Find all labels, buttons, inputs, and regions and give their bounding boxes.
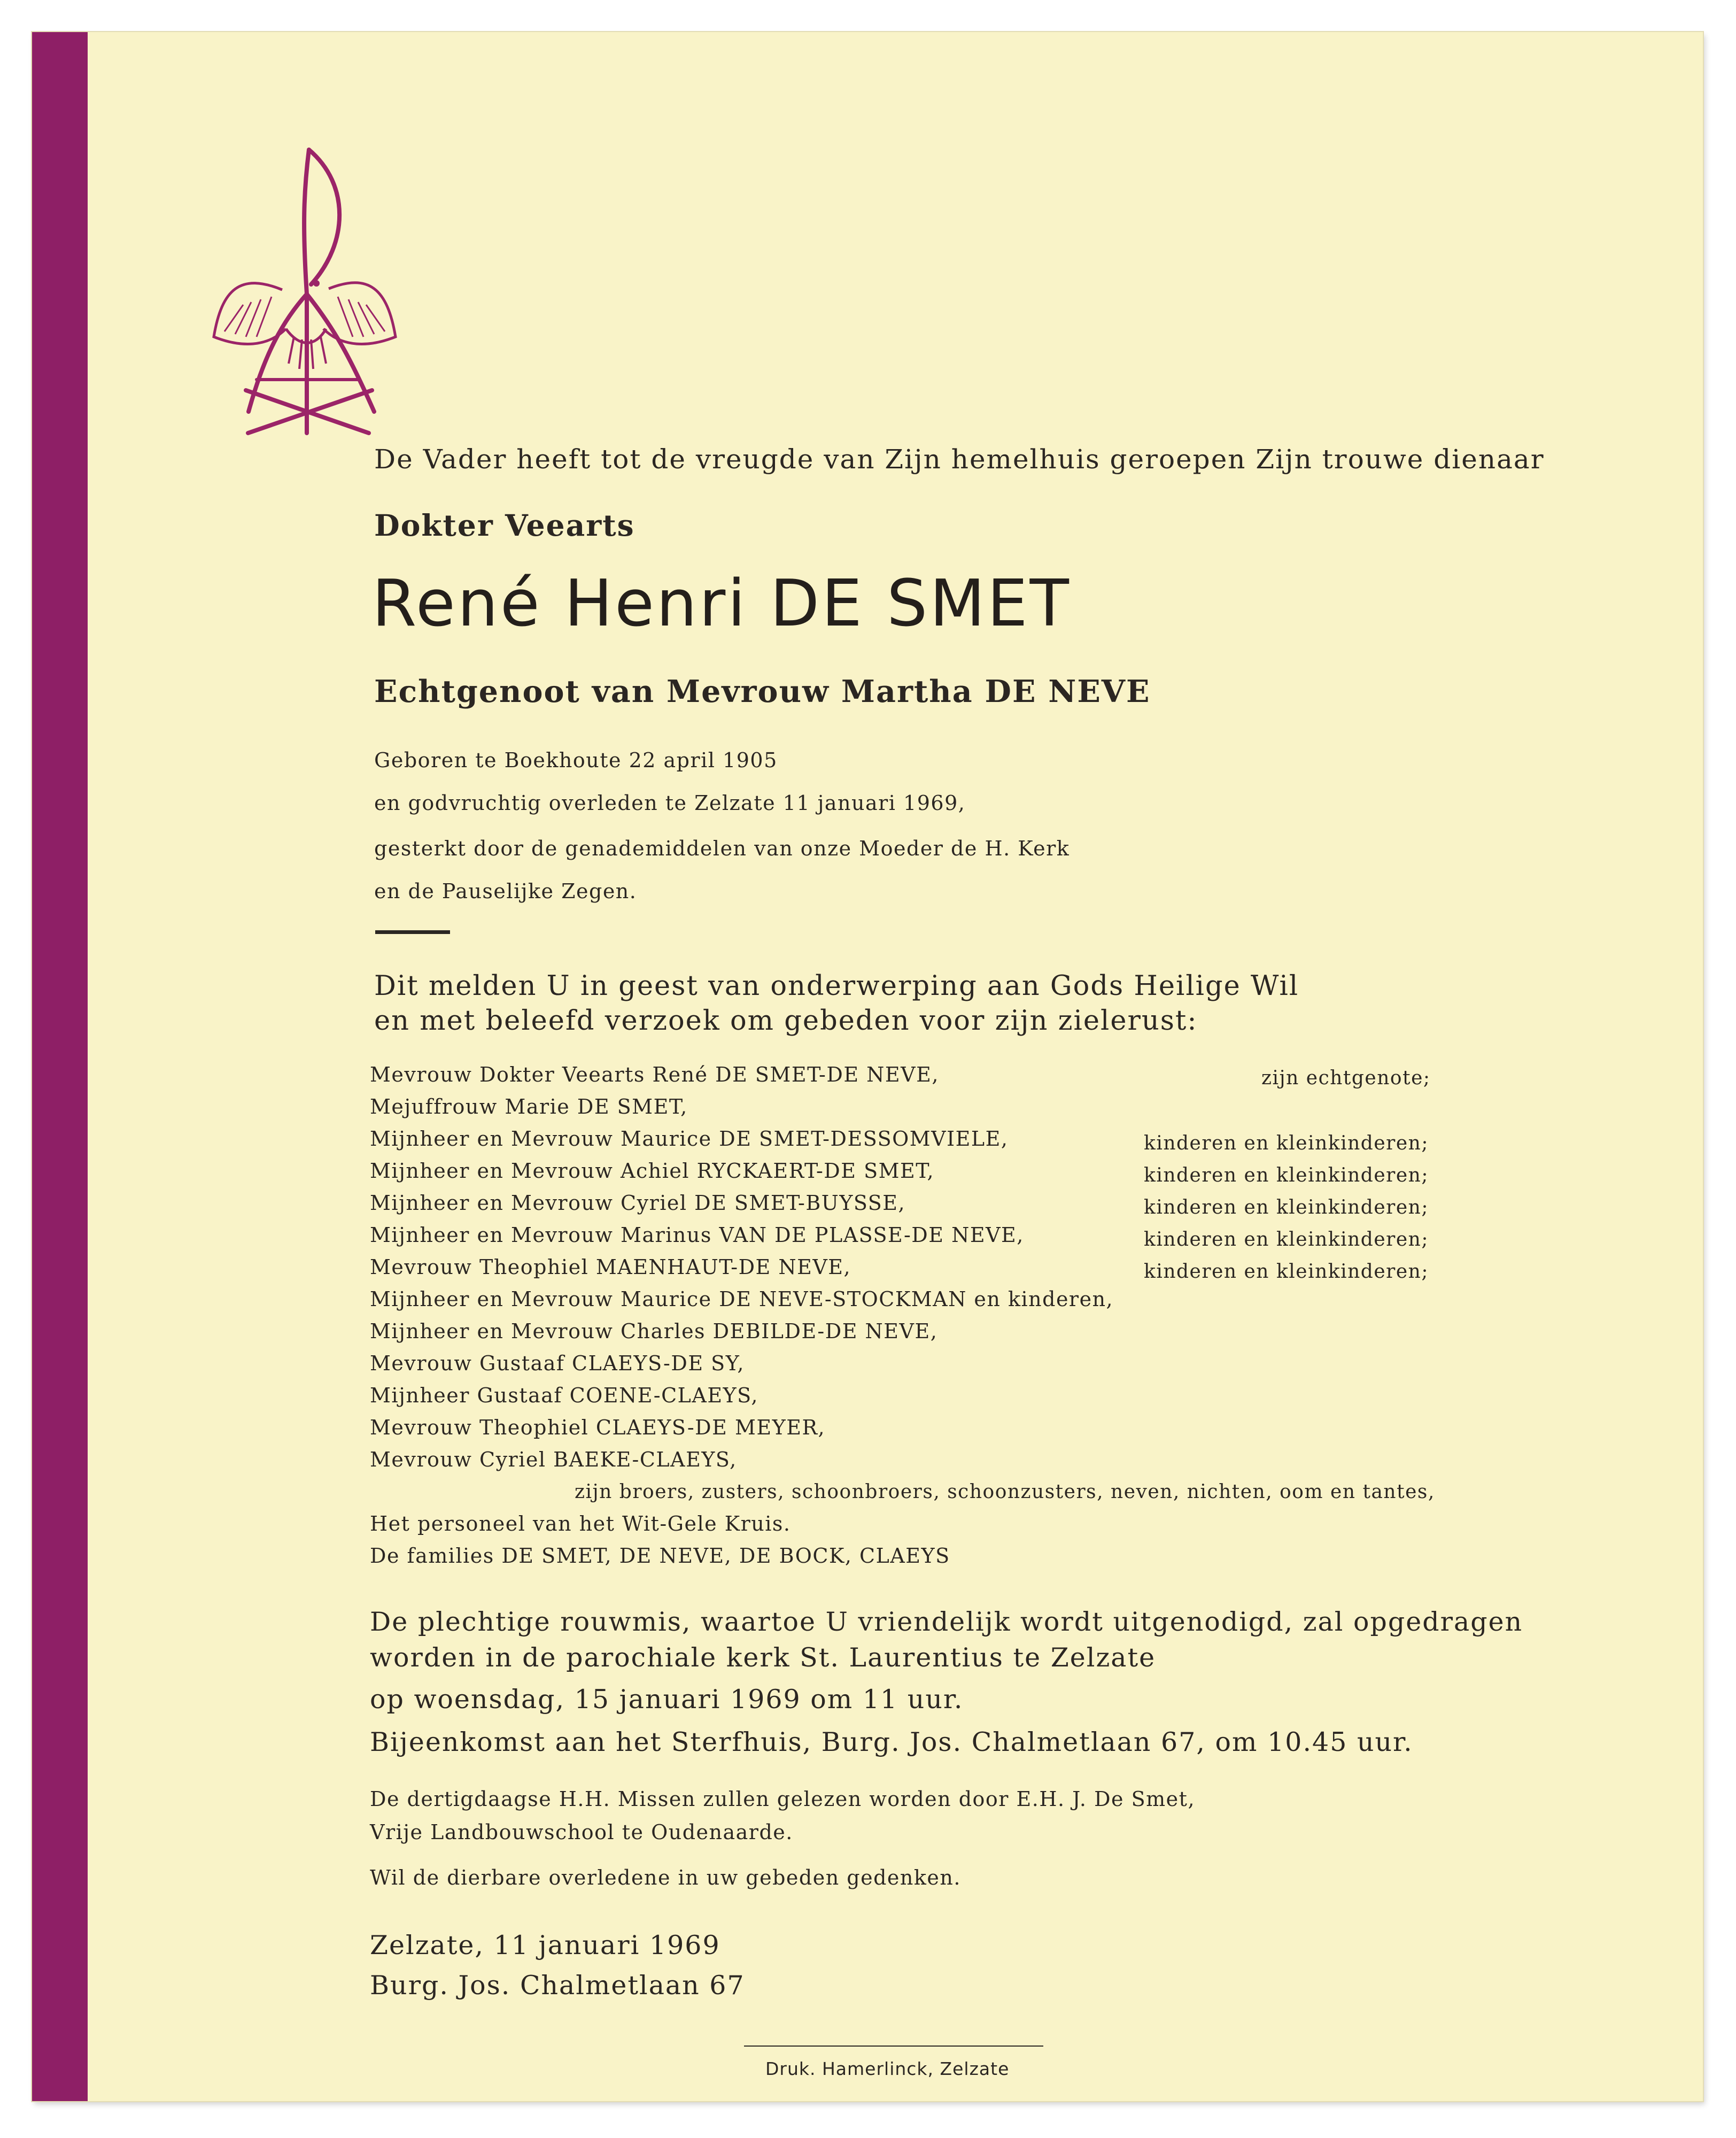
mass-line: De plechtige rouwmis, waartoe U vriendelijk wordt uitgenodigd, zal opgedragen bbox=[370, 1607, 1523, 1637]
printer-credit: Druk. Hamerlinck, Zelzate bbox=[765, 2058, 1010, 2079]
mourner-name: Mijnheer en Mevrouw Maurice DE NEVE-STOCKMAN en kinderen, bbox=[370, 1287, 1114, 1311]
address-line: Burg. Jos. Chalmetlaan 67 bbox=[370, 1970, 745, 2001]
mourner-name: Mevrouw Gustaaf CLAEYS-DE SY, bbox=[370, 1352, 745, 1375]
place-date-line: Zelzate, 11 januari 1969 bbox=[370, 1930, 720, 1961]
announcement-line: en met beleefd verzoek om gebeden voor zijn zielerust: bbox=[374, 1005, 1198, 1037]
mourner-name: Mijnheer en Mevrouw Achiel RYCKAERT-DE SMET, bbox=[370, 1159, 935, 1183]
masses-note: Vrije Landbouwschool te Oudenaarde. bbox=[370, 1820, 793, 1844]
mourner-relation: zijn echtgenote; bbox=[1261, 1067, 1431, 1089]
mourner-name: Mijnheer en Mevrouw Charles DEBILDE-DE NEVE, bbox=[370, 1319, 938, 1343]
intro-text: De Vader heeft tot de vreugde van Zijn hemelhuis geroepen Zijn trouwe dienaar bbox=[374, 444, 1545, 475]
mourner-relation: kinderen en kleinkinderen; bbox=[1144, 1229, 1429, 1251]
purple-mourning-band bbox=[32, 32, 88, 2101]
mourner-name: Mevrouw Theophiel CLAEYS-DE MEYER, bbox=[370, 1416, 826, 1439]
mourner-relation: kinderen en kleinkinderen; bbox=[1144, 1132, 1429, 1154]
mourner-name: Mevrouw Theophiel MAENHAUT-DE NEVE, bbox=[370, 1255, 851, 1279]
families-line: De families DE SMET, DE NEVE, DE BOCK, CLAEYS bbox=[370, 1544, 950, 1568]
divider bbox=[375, 930, 450, 934]
announcement-line: Dit melden U in geest van onderwerping aan Gods Heilige Wil bbox=[374, 970, 1299, 1002]
extended-family-line: zijn broers, zusters, schoonbroers, schoonzusters, neven, nichten, oom en tantes, bbox=[575, 1481, 1435, 1503]
mourner-name: Mevrouw Dokter Veearts René DE SMET-DE NEVE, bbox=[370, 1063, 939, 1086]
mourner-name: Mijnheer en Mevrouw Marinus VAN DE PLASSE-DE NEVE, bbox=[370, 1223, 1024, 1247]
deceased-title: Dokter Veearts bbox=[374, 508, 635, 543]
birth-line: en de Pauselijke Zegen. bbox=[374, 879, 637, 903]
mass-line: worden in de parochiale kerk St. Laurentius te Zelzate bbox=[370, 1642, 1156, 1673]
masses-note: De dertigdaagse H.H. Missen zullen gelezen worden door E.H. J. De Smet, bbox=[370, 1787, 1196, 1811]
printer-divider bbox=[744, 2046, 1043, 2047]
birth-line: en godvruchtig overleden te Zelzate 11 januari 1969, bbox=[374, 791, 966, 815]
mourner-name: Mijnheer Gustaaf COENE-CLAEYS, bbox=[370, 1384, 758, 1407]
dove-cross-icon bbox=[192, 112, 406, 444]
mourner-name: Mevrouw Cyriel BAEKE-CLAEYS, bbox=[370, 1448, 737, 1471]
birth-line: gesterkt door de genademiddelen van onze Moeder de H. Kerk bbox=[374, 837, 1070, 860]
remembrance-line: Wil de dierbare overledene in uw gebeden gedenken. bbox=[370, 1866, 961, 1889]
mourner-name: Mijnheer en Mevrouw Cyriel DE SMET-BUYSSE, bbox=[370, 1191, 906, 1215]
deceased-name: René Henri DE SMET bbox=[372, 567, 1071, 641]
funeral-card bbox=[32, 32, 1703, 2101]
mourner-name: Mijnheer en Mevrouw Maurice DE SMET-DESSOMVIELE, bbox=[370, 1127, 1009, 1151]
mourner-relation: kinderen en kleinkinderen; bbox=[1144, 1261, 1429, 1283]
staff-line: Het personeel van het Wit-Gele Kruis. bbox=[370, 1512, 791, 1535]
mourner-name: Mejuffrouw Marie DE SMET, bbox=[370, 1095, 688, 1118]
mourner-relation: kinderen en kleinkinderen; bbox=[1144, 1197, 1429, 1218]
mass-line: op woensdag, 15 januari 1969 om 11 uur. bbox=[370, 1684, 964, 1715]
mourner-relation: kinderen en kleinkinderen; bbox=[1144, 1164, 1429, 1186]
birth-line: Geboren te Boekhoute 22 april 1905 bbox=[374, 748, 778, 772]
spouse-line: Echtgenoot van Mevrouw Martha DE NEVE bbox=[374, 674, 1151, 709]
mass-line: Bijeenkomst aan het Sterfhuis, Burg. Jos. Chalmetlaan 67, om 10.45 uur. bbox=[370, 1727, 1413, 1757]
